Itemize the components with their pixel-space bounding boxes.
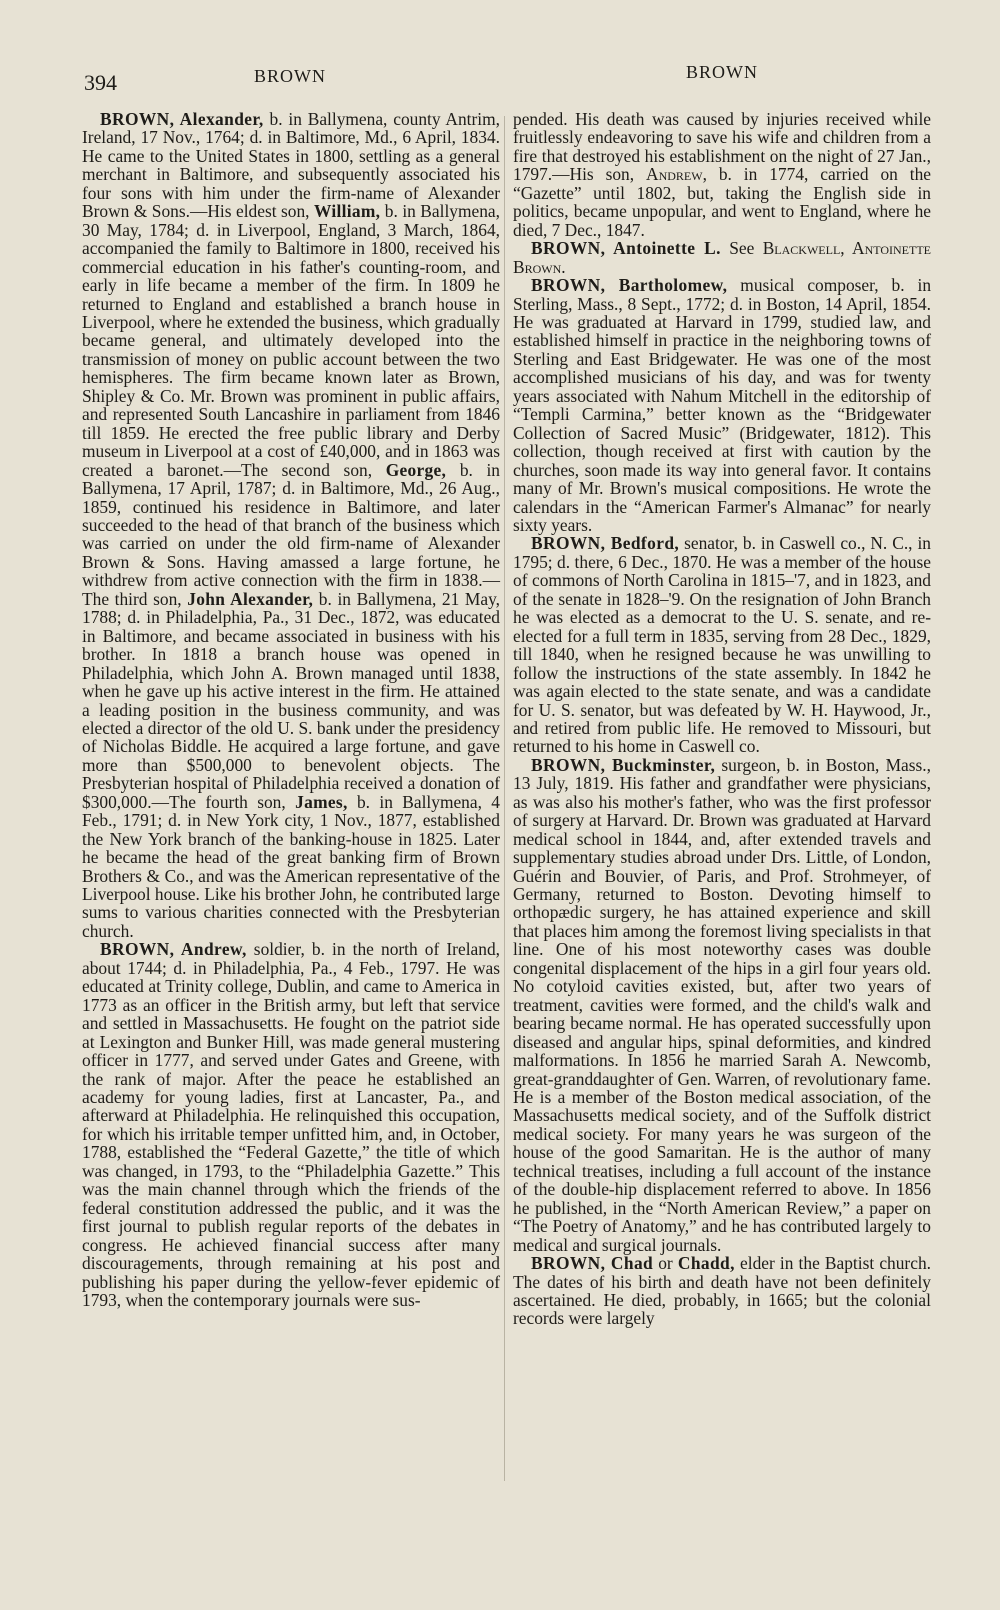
entry-alexander-brown bbox=[82, 110, 500, 940]
column-divider bbox=[504, 116, 505, 1481]
entry-andrew-brown bbox=[82, 940, 500, 1309]
entry-headword: BROWN, Bedford, bbox=[531, 533, 680, 554]
person-name: George, bbox=[385, 459, 447, 480]
person-name: William, bbox=[314, 201, 381, 222]
running-head-left: BROWN bbox=[254, 66, 326, 86]
running-head-right: BROWN bbox=[686, 62, 758, 82]
entry-bartholomew-brown bbox=[513, 276, 931, 534]
entry-headword: BROWN, Antoinette L. bbox=[531, 238, 721, 259]
entry-headword: BROWN, Buckminster, bbox=[531, 754, 716, 775]
entry-bedford-brown bbox=[513, 534, 931, 755]
person-name: Chadd, bbox=[677, 1253, 735, 1274]
cross-reference: Blackwell, Antoinette Brown. bbox=[513, 238, 932, 277]
entry-text: b. in Ballymena, 21 May, 1788; d. in Philadelphia, Pa., 31 Dec., 1872, was educated in Baltimore, and became associated in business with his brother. In 1818 a branch house was opened in Philadelphia, which John A. Brown managed until 1838, when he gave up his active interest in the firm. He attained a leading position in the business community, and was elected a director of the old U. S. bank under the presidency of Nicholas Biddle. He acquired a large fortune, and gave more than $500,000 to benevolent objects. The Presbyterian hospital of Philadelphia received a donation of $300,000.—The fourth son, bbox=[82, 588, 501, 812]
entry-text: b. in Ballymena, 30 May, 1784; d. in Liverpool, England, 3 March, 1864, accompanied the family to Baltimore in 1800, received his commercial education in his father's counting-room, and early in life became a member of the firm. In 1809 he returned to England and established a branch house in Liverpool, where he extended the business, which gradually became general, and ultimately developed into the transmission of money on public account between the two hemispheres. The firm became known later as Brown, Shipley & Co. Mr. Brown was prominent in public affairs, and represented South Lancashire in parliament from 1846 till 1859. He erected the free public library and Derby museum in Liverpool at a cost of £40,000, and in 1863 was created a baronet.—The second son, bbox=[82, 201, 500, 480]
entry-text: pended. His death was caused by injuries received while fruitlessly endeavoring to save his wife and children from a fire that destroyed his establishment on the night of 27 Jan., 1797.—His son, bbox=[513, 109, 931, 185]
entry-text: elder in the Baptist church. The dates of his birth and death have not been definitely ascertained. He died, probably, in 1665; but the colonial records were largely bbox=[513, 1253, 931, 1329]
entry-andrew-brown-continued bbox=[513, 110, 931, 239]
entry-text: musical composer, b. in Sterling, Mass., 8 Sept., 1772; d. in Boston, 14 April, 1854. He was graduated at Harvard in 1799, studied law, and established himself in practice in the neighboring towns of Sterling and East Bridgewater. He was one of the most accomplished musicians of his day, and was for twenty years associated with Nahum Mitchell in the editorship of “Templi Carmina,” better known as the “Bridgewater Collection of Sacred Music” (Bridgewater, 1812). This collection, though received at first with caution by the churches, soon made its way into general favor. It contains many of Mr. Brown's musical compositions. He wrote the calendars in the “American Farmer's Almanac” for nearly sixty years. bbox=[513, 275, 932, 535]
left-column bbox=[82, 110, 500, 1309]
entry-text: senator, b. in Caswell co., N. C., in 1795; d. there, 6 Dec., 1870. He was a member of the house of commons of North Carolina in 1815–'7, and in 1823, and of the senate in 1828–'9. On the resignation of John Branch he was elected as a democrat to the U. S. senate, and re-elected for a full term in 1835, serving from 28 Dec., 1829, till 1840, when he resigned because he was unwilling to follow the instructions of the state assembly. In 1842 he was again elected to the state senate, and was a candidate for U. S. senator, but was defeated by W. H. Haywood, Jr., and retired from public life. He removed to Missouri, but returned to his home in Caswell co. bbox=[513, 533, 931, 757]
entry-text: b. in 1774, carried on the “Gazette” until 1802, but, taking the English side in politics, became unpopular, and went to England, where he died, 7 Dec., 1847. bbox=[513, 164, 931, 240]
entry-text: surgeon, b. in Boston, Mass., 13 July, 1819. His father and grandfather were physicians, as was also his mother's father, who was the first professor of surgery at Harvard. Dr. Brown was graduated at Harvard medical school in 1844, and, after extended travels and supplementary studies abroad under Drs. Little, of London, Guérin and Bouvier, of Paris, and Prof. Strohmeyer, of Germany, returned to Boston. Devoting himself to orthopædic surgery, he has attained experience and skill that places him among the foremost living specialists in that line. One of his most noteworthy cases was double congenital displacement of the hips in a girl four years old. No cotyloid cavities existed, but, after two years of treatment, cavities were formed, and the child's walk and bearing became normal. He has operated successfully upon diseased and angular hips, spinal deformities, and kindred malformations. In 1856 he married Sarah A. Newcomb, great-granddaughter of Gen. Warren, of revolutionary fame. He is a member of the Boston medical association, of the Massachusetts medical society, and of the Suffolk district medical society. For many years he was surgeon of the house of the good Samaritan. He is the author of many technical treatises, including a full account of the instance of the double-hip displacement referred to above. In 1856 he published, in the “North American Review,” a paper on “The Poetry of Anatomy,” and he has contributed largely to medical and surgical journals. bbox=[513, 754, 931, 1255]
entry-text: b. in Ballymena, county Antrim, Ireland, 17 Nov., 1764; d. in Baltimore, Md., 6 April, 1834. He came to the United States in 1800, settling as a general merchant in Baltimore, and subsequently associated his four sons with him under the firm-name of Alexander Brown & Sons.—His eldest son, bbox=[82, 109, 501, 222]
entry-buckminster-brown bbox=[513, 756, 931, 1254]
entry-text: b. in Ballymena, 4 Feb., 1791; d. in New York city, 1 Nov., 1877, established the New York branch of the banking-house in 1825. Later he became the head of the great banking firm of Brown Brothers & Co., and was the American representative of the Liverpool house. Like his brother John, he contributed large sums to various charities connected with the Presbyterian church. bbox=[82, 791, 501, 941]
entry-headword: BROWN, Chad bbox=[531, 1253, 654, 1274]
entry-text: b. in Ballymena, 17 April, 1787; d. in Baltimore, Md., 26 Aug., 1859, continued his residence in Baltimore, and later succeeded to the head of that branch of the business which was carried on under the old firm-name of Alexander Brown & Sons. Having amassed a large fortune, he withdrew from active connection with the firm in 1838.—The third son, bbox=[82, 459, 501, 609]
entry-headword: BROWN, Bartholomew, bbox=[531, 275, 728, 296]
entry-text: or bbox=[653, 1253, 678, 1274]
entry-chad-brown bbox=[513, 1254, 931, 1328]
entry-text: See bbox=[720, 238, 763, 259]
entry-headword: BROWN, Andrew, bbox=[100, 939, 247, 960]
entry-headword: BROWN, Alexander, bbox=[100, 109, 264, 129]
person-name: Andrew, bbox=[646, 164, 707, 185]
entry-antoinette-brown bbox=[513, 239, 931, 276]
right-column bbox=[513, 110, 931, 1328]
entry-text: soldier, b. in the north of Ireland, about 1744; d. in Philadelphia, Pa., 4 Feb., 1797. He was educated at Trinity college, Dublin, and came to America in 1773 as an officer in the British army, but left that service and settled in Massachusetts. He fought on the patriot side at Lexington and Bunker Hill, was made general mustering officer in 1777, and served under Gates and Greene, with the rank of major. After the peace he established an academy for young ladies, first at Lancaster, Pa., and afterward at Philadelphia. He relinquished this occupation, for which his irritable temper unfitted him, and, in October, 1788, established the “Federal Gazette,” the title of which was changed, in 1793, to the “Philadelphia Gazette.” This was the main channel through which the friends of the federal constitution addressed the public, and it was the first journal to publish regular reports of the debates in congress. He achieved financial success after many discouragements, through remaining at his post and publishing his paper during the yellow-fever epidemic of 1793, when the contemporary journals were sus- bbox=[82, 939, 500, 1310]
person-name: John Alexander, bbox=[187, 588, 314, 609]
person-name: James, bbox=[295, 791, 348, 812]
page-number: 394 bbox=[84, 70, 117, 95]
